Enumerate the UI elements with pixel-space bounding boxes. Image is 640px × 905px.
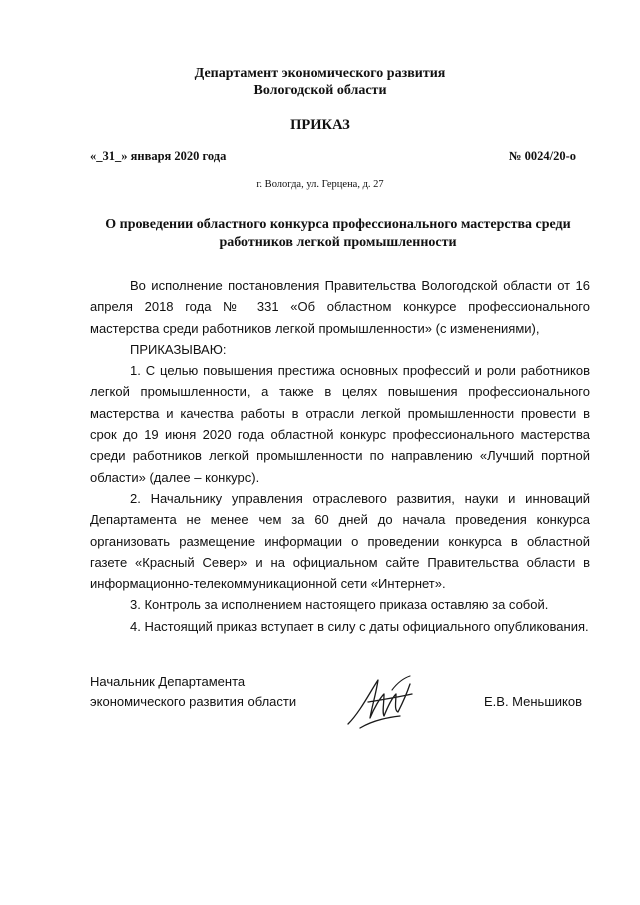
- subject-line1: О проведении областного конкурса профессионального мастерства среди: [105, 217, 571, 232]
- clause-1: 1. С целью повышения престижа основных профессий и роли работников легкой промышленности, а также в целях повышения профессионального мастерства и качества работы в отрасли легкой промышленности провести в срок до 19 июня 2020 года областной конкурс профессионального мастерства среди работников легкой промышленности по направлению «Лучший портной области» (далее – конкурс).: [90, 363, 590, 485]
- order-body: [90, 275, 590, 637]
- signature-block: [90, 672, 590, 732]
- department-name-line1: Департамент экономического развития: [194, 66, 446, 81]
- date-number-line: [90, 149, 576, 164]
- order-title: ПРИКАЗ: [290, 117, 350, 133]
- signatory-title-line1: Начальник Департамента: [90, 674, 246, 689]
- clause-2: 2. Начальнику управления отраслевого развития, науки и инноваций Департамента не менее чем за 60 дней до начала проведения конкурса организовать размещение информации о проведении конкурса в областной газете «Красный Север» и на официальном сайте Правительства области в информационно-телекоммуникационной сети «Интернет».: [90, 490, 590, 592]
- handwritten-signature-icon: [340, 672, 420, 732]
- clause-3: 3. Контроль за исполнением настоящего приказа оставляю за собой.: [130, 597, 549, 613]
- clause-4: 4. Настоящий приказ вступает в силу с даты официального опубликования.: [130, 618, 589, 634]
- order-number: № 0024/20-о: [508, 149, 576, 163]
- order-subject: [90, 216, 586, 252]
- signatory-name: Е.В. Меньшиков: [484, 694, 582, 709]
- department-name-line2: Вологодской области: [253, 83, 387, 98]
- order-keyword: ПРИКАЗЫВАЮ:: [130, 341, 227, 357]
- preamble-paragraph: Во исполнение постановления Правительства Вологодской области от 16 апреля 2018 года № 331 «Об областном конкурсе профессионального мастерства среди работников легкой промышленности» (с изменениями),: [90, 278, 590, 336]
- signatory-title-line2: экономического развития области: [90, 694, 297, 709]
- order-date: «_31_» января 2020 года: [90, 149, 227, 163]
- address-line: г. Вологда, ул. Герцена, д. 27: [256, 179, 384, 190]
- signatory-title: [90, 672, 296, 712]
- subject-line2: работников легкой промышленности: [219, 235, 457, 250]
